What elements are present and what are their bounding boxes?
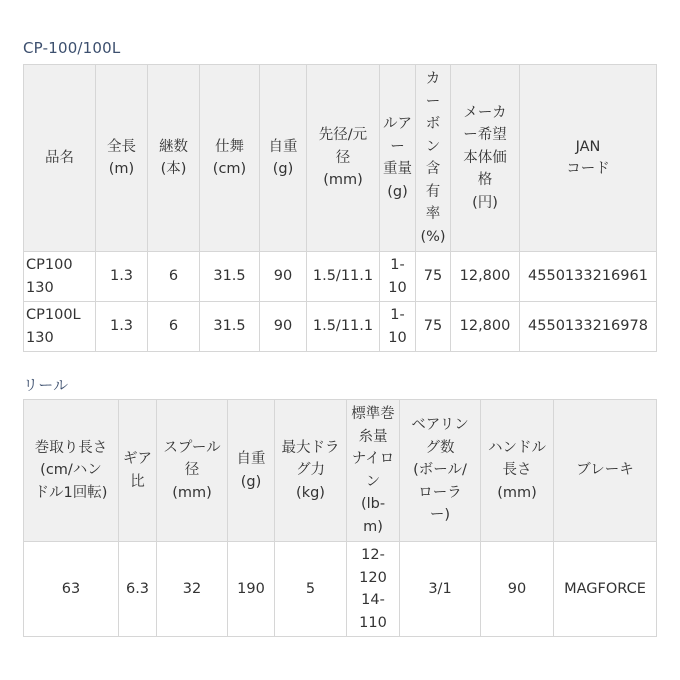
header-cell: ルア ー 重量 (g): [380, 65, 416, 252]
header-cell: 品名: [24, 65, 96, 252]
header-cell: ギア 比: [119, 400, 157, 542]
table-row: [24, 252, 657, 302]
table-cell: MAGFORCE: [554, 542, 657, 637]
table-cell: 190: [228, 542, 275, 637]
table-cell: 75: [416, 302, 451, 352]
table-cell: 3/1: [400, 542, 481, 637]
header-cell: 仕舞 (cm): [200, 65, 260, 252]
header-cell: ベアリン グ数 (ボール/ ローラ ー): [400, 400, 481, 542]
reel-section-title: リール: [23, 376, 69, 394]
header-cell: カ ー ボ ン 含 有 率 (%): [416, 65, 451, 252]
table-cell: 1.5/11.1: [307, 252, 380, 302]
reel-header-row: [24, 400, 657, 542]
header-cell: 最大ドラ グ力 (kg): [275, 400, 347, 542]
table-cell: 12- 120 14- 110: [347, 542, 400, 637]
table-cell: 6: [148, 302, 200, 352]
header-cell: スプール 径 (mm): [157, 400, 228, 542]
header-cell: 標準巻 糸量 ナイロ ン (lb- m): [347, 400, 400, 542]
header-cell: 先径/元 径 (mm): [307, 65, 380, 252]
table-cell: 90: [260, 252, 307, 302]
rod-section-title: CP-100/100L: [23, 39, 121, 57]
table-cell: CP100 130: [24, 252, 96, 302]
table-cell: 6.3: [119, 542, 157, 637]
table-cell: 1.5/11.1: [307, 302, 380, 352]
reel-spec-table: [23, 399, 657, 637]
header-cell: JAN コード: [520, 65, 657, 252]
table-cell: 63: [24, 542, 119, 637]
table-cell: 4550133216978: [520, 302, 657, 352]
header-cell: メーカ ー希望 本体価 格 (円): [451, 65, 520, 252]
rod-spec-table: [23, 64, 657, 352]
table-cell: 90: [481, 542, 554, 637]
rod-header-row: [24, 65, 657, 252]
table-row: [24, 542, 657, 637]
header-cell: ハンドル 長さ (mm): [481, 400, 554, 542]
table-cell: 75: [416, 252, 451, 302]
header-cell: 継数 (本): [148, 65, 200, 252]
table-cell: 32: [157, 542, 228, 637]
table-cell: 12,800: [451, 302, 520, 352]
header-cell: ブレーキ: [554, 400, 657, 542]
header-cell: 自重 (g): [228, 400, 275, 542]
table-cell: 1.3: [96, 302, 148, 352]
header-cell: 巻取り長さ (cm/ハン ドル1回転): [24, 400, 119, 542]
table-cell: 5: [275, 542, 347, 637]
table-cell: 90: [260, 302, 307, 352]
table-cell: 1.3: [96, 252, 148, 302]
header-cell: 全長 (m): [96, 65, 148, 252]
table-cell: 31.5: [200, 252, 260, 302]
table-cell: 4550133216961: [520, 252, 657, 302]
table-cell: 12,800: [451, 252, 520, 302]
table-row: [24, 302, 657, 352]
table-cell: 1- 10: [380, 252, 416, 302]
table-cell: 6: [148, 252, 200, 302]
table-cell: 1- 10: [380, 302, 416, 352]
table-cell: 31.5: [200, 302, 260, 352]
header-cell: 自重 (g): [260, 65, 307, 252]
table-cell: CP100L 130: [24, 302, 96, 352]
